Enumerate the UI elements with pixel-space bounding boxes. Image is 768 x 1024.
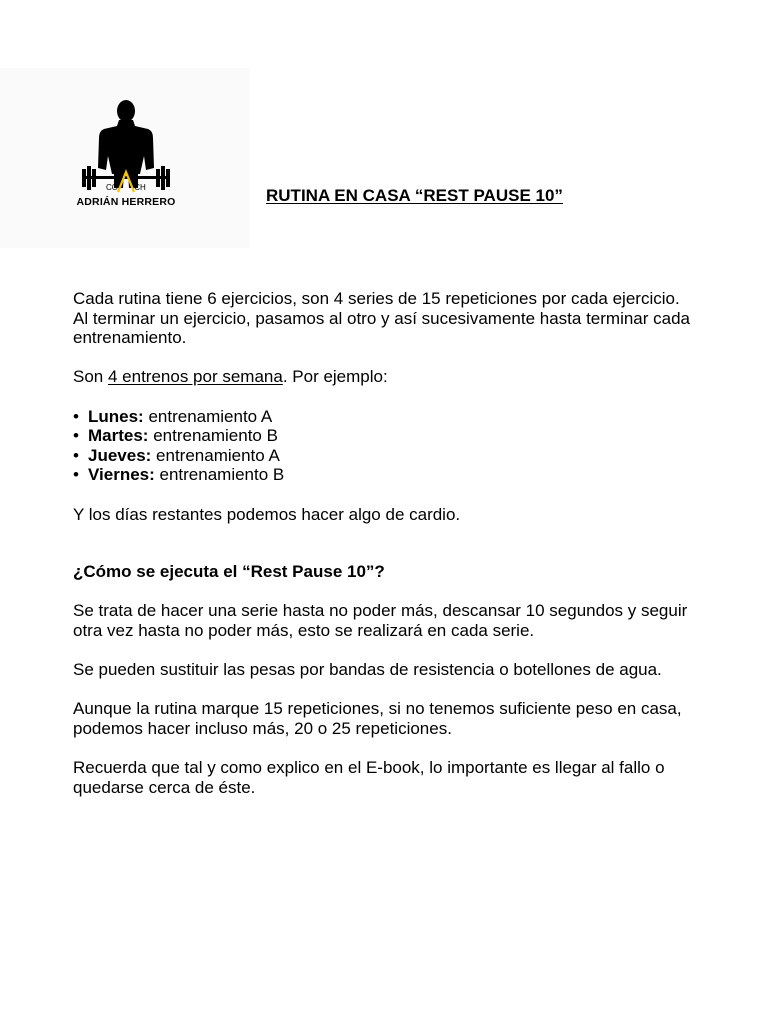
schedule-list [73,407,703,485]
schedule-workout: entrenamiento B [154,465,285,485]
bullet: • [73,426,79,446]
paragraph-substitution: Se pueden sustituir las pesas por bandas de resistencia o botellones de agua. [73,660,662,680]
list-item [73,426,703,446]
schedule-workout: entrenamiento B [148,426,278,446]
paragraph-failure: Recuerda que tal y como explico en el E-book, lo importante es llegar al fallo o quedarse cerca de éste. [73,758,665,797]
page-title: RUTINA EN CASA “REST PAUSE 10” [266,186,563,205]
paragraph-rest-pause: Se trata de hacer una serie hasta no poder más, descansar 10 segundos y seguir otra vez hasta no poder más, esto se realizará en cada serie. [73,601,688,640]
schedule-day: Lunes: [88,406,144,426]
document-body [73,289,703,797]
bullet: • [73,406,79,426]
list-item [73,446,703,466]
paragraph-repetitions: Aunque la rutina marque 15 repeticiones, si no tenemos suficiente peso en casa, podemos hacer incluso más, 20 o 25 repeticiones. [73,699,682,738]
schedule-day: Jueves: [88,445,152,465]
bullet: • [73,465,79,485]
schedule-workout: entrenamiento A [151,445,280,465]
schedule-day: Viernes: [88,465,155,485]
section-heading: ¿Cómo se ejecuta el “Rest Pause 10”? [73,562,385,582]
weekly-highlight: 4 entrenos por semana [107,367,283,387]
bullet: • [73,445,79,465]
intro-line-1: Cada rutina tiene 6 ejercicios, son 4 series de 15 repeticiones por cada ejercicio. [73,289,680,308]
schedule-day: Martes: [88,426,149,446]
schedule-workout: entrenamiento A [143,406,273,426]
cardio-note: Y los días restantes podemos hacer algo de cardio. [73,504,461,524]
weekly-suffix: . Por ejemplo: [282,367,388,387]
list-item [73,407,703,427]
coach-logo-icon [78,98,174,198]
intro-line-2: Al terminar un ejercicio, pasamos al otro y así sucesivamente hasta terminar cada entrenamiento. [73,308,690,348]
weekly-summary [73,367,703,387]
coach-letters-left: CO [106,183,118,192]
list-item [73,465,703,485]
coach-letters-right: CH [134,183,146,192]
weekly-prefix: Son [73,367,108,387]
logo-name: ADRIÁN HERRERO [76,196,176,208]
